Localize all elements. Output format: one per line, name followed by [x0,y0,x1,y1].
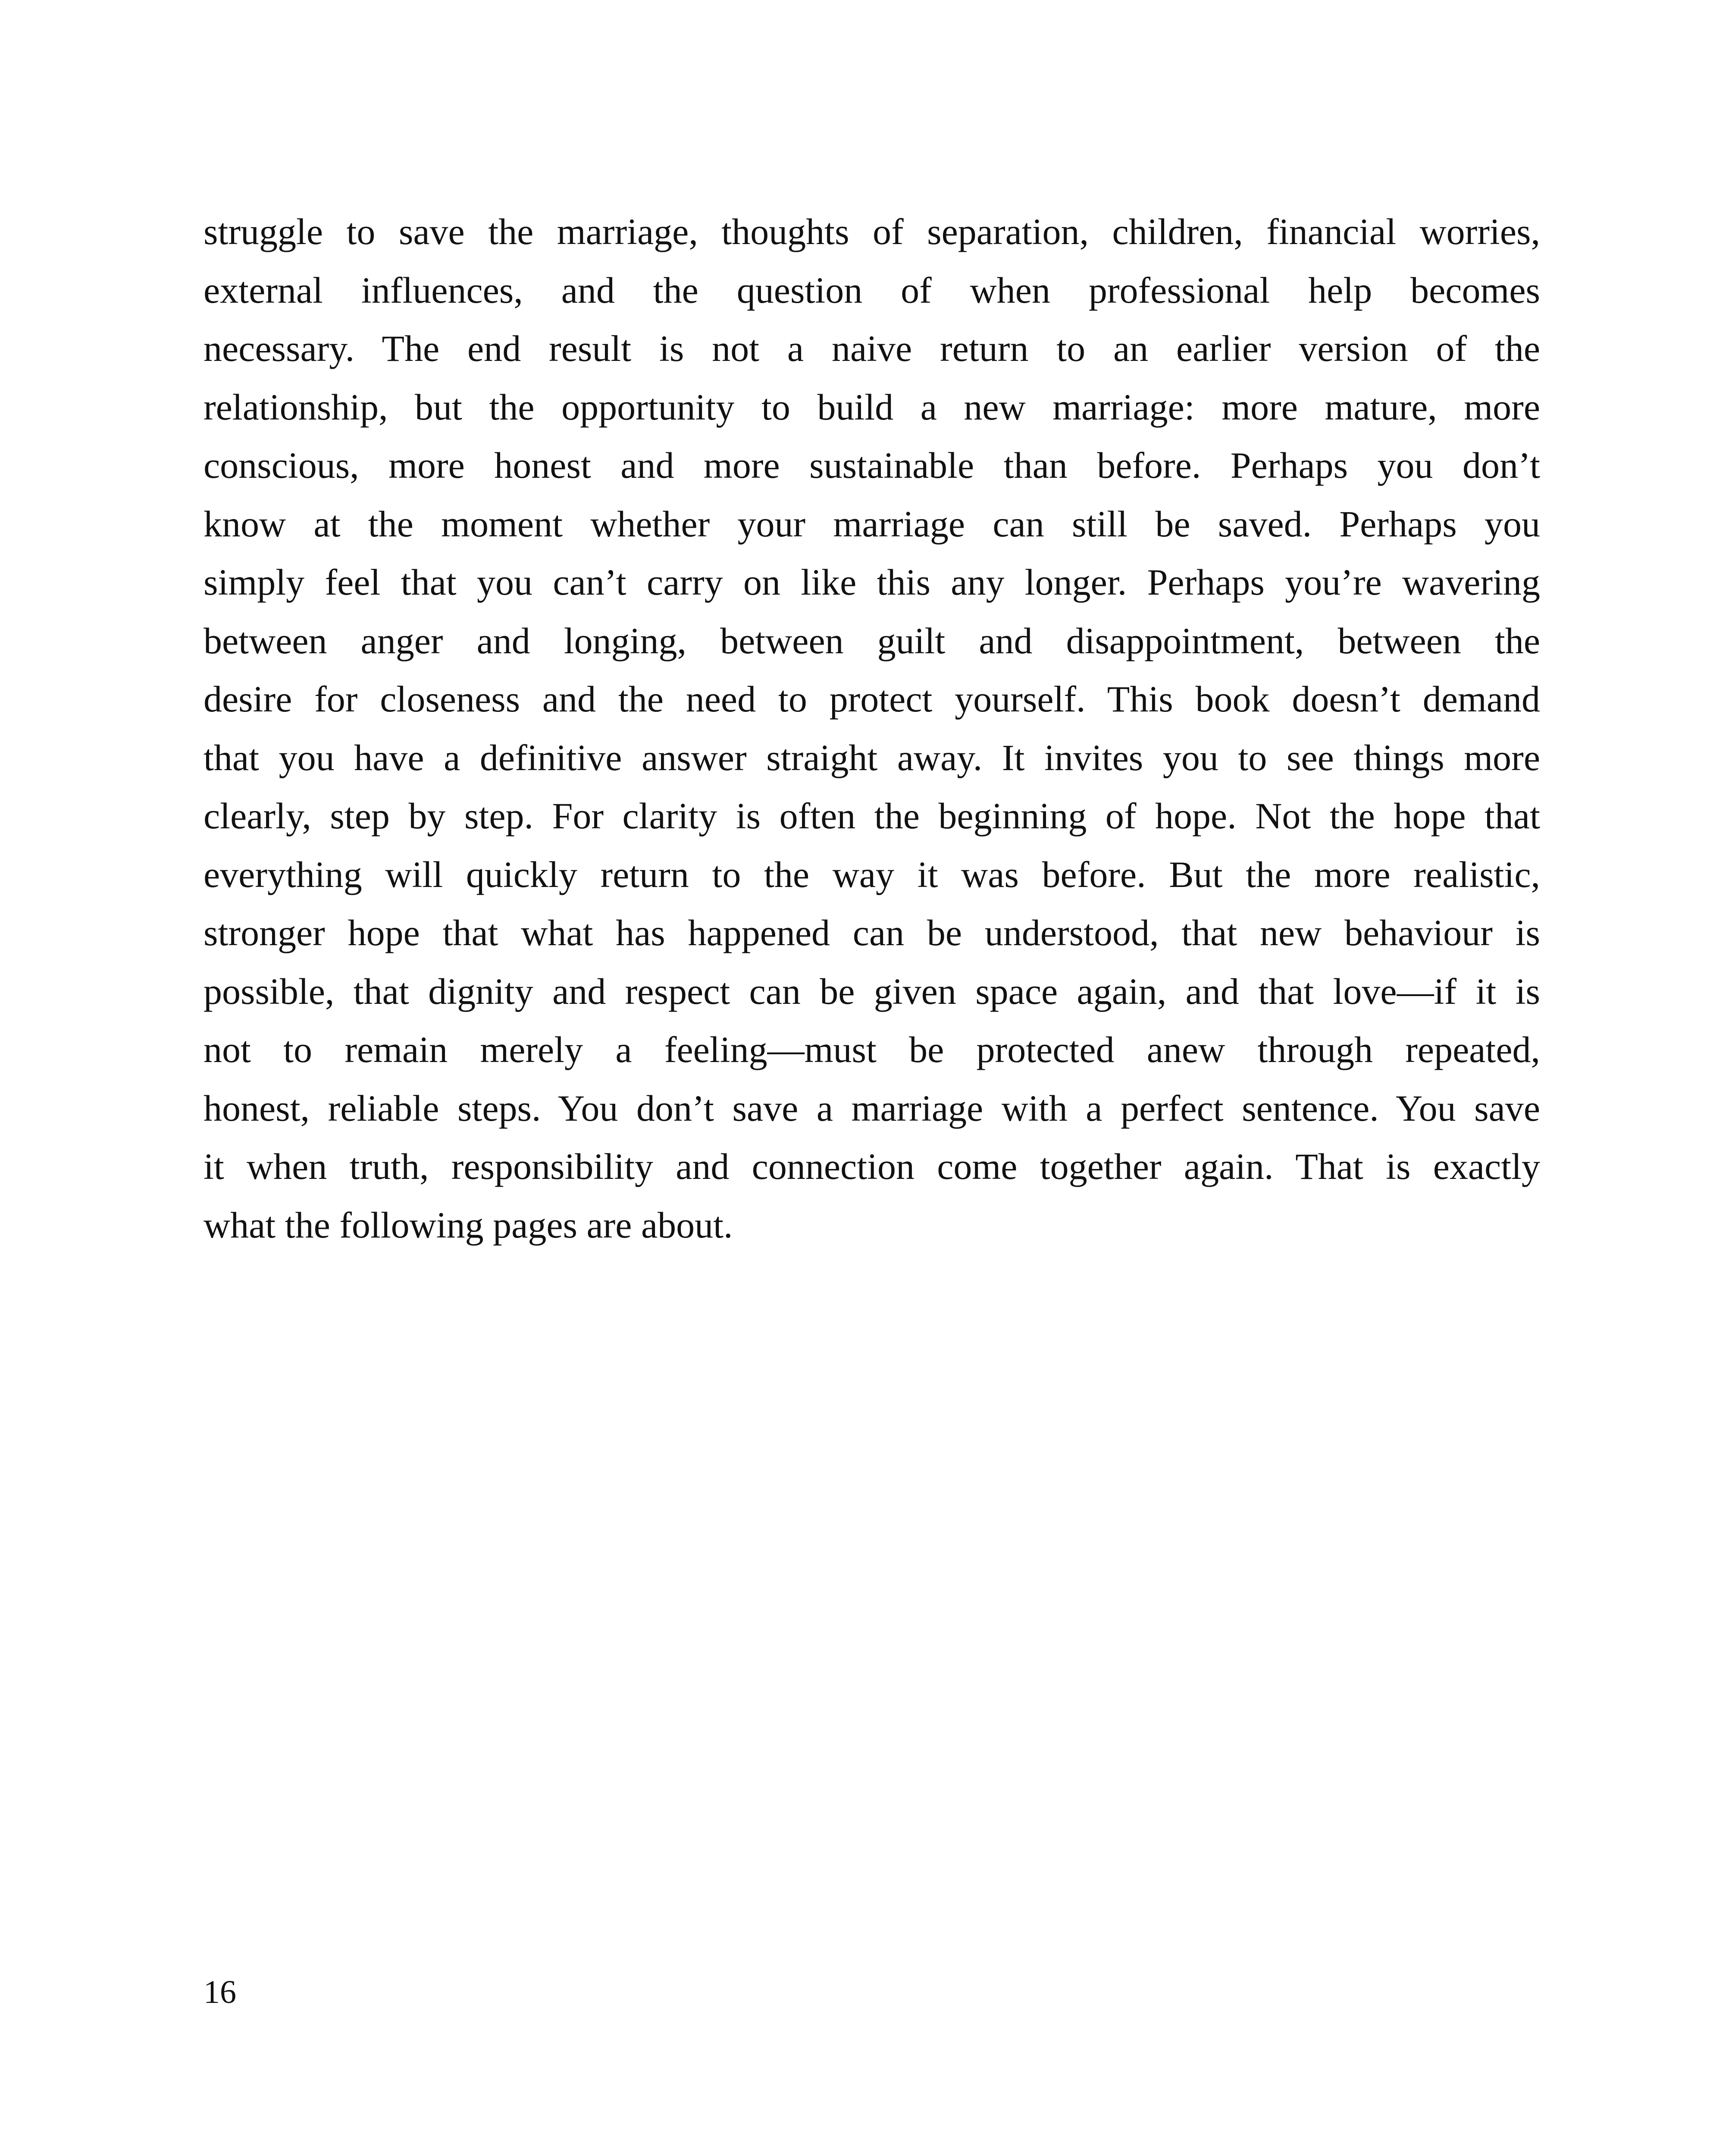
text-line: honest, reliable steps. You don’t save a marriage with a perfect sentence. You save [204,1087,1540,1129]
text-line: what the following pages are about. [204,1204,733,1246]
text-line: struggle to save the marriage, thoughts of separation, children, financial worries, [204,211,1540,252]
text-line: know at the moment whether your marriage can still be saved. Perhaps you [204,503,1540,545]
text-line: relationship, but the opportunity to build a new marriage: more mature, more [204,386,1540,428]
body-paragraph [204,203,1540,1254]
text-line: simply feel that you can’t carry on like this any longer. Perhaps you’re wavering [204,561,1540,603]
text-line: stronger hope that what has happened can be understood, that new behaviour is [204,912,1540,953]
text-line: conscious, more honest and more sustainable than before. Perhaps you don’t [204,445,1540,486]
text-line: not to remain merely a feeling—must be protected anew through repeated, [204,1029,1540,1070]
text-line: possible, that dignity and respect can be given space again, and that love—if it is [204,970,1540,1012]
text-line: desire for closeness and the need to protect yourself. This book doesn’t demand [204,678,1540,720]
text-line: everything will quickly return to the way it was before. But the more realistic, [204,853,1540,895]
page-number: 16 [204,1974,236,2010]
text-line: external influences, and the question of when professional help becomes [204,269,1540,311]
text-line: between anger and longing, between guilt and disappointment, between the [204,620,1540,661]
text-line: necessary. The end result is not a naive return to an earlier version of the [204,328,1540,369]
text-line: that you have a definitive answer straight away. It invites you to see things more [204,736,1540,778]
text-line: it when truth, responsibility and connection come together again. That is exactly [204,1146,1540,1187]
text-line: clearly, step by step. For clarity is often the beginning of hope. Not the hope that [204,795,1540,837]
